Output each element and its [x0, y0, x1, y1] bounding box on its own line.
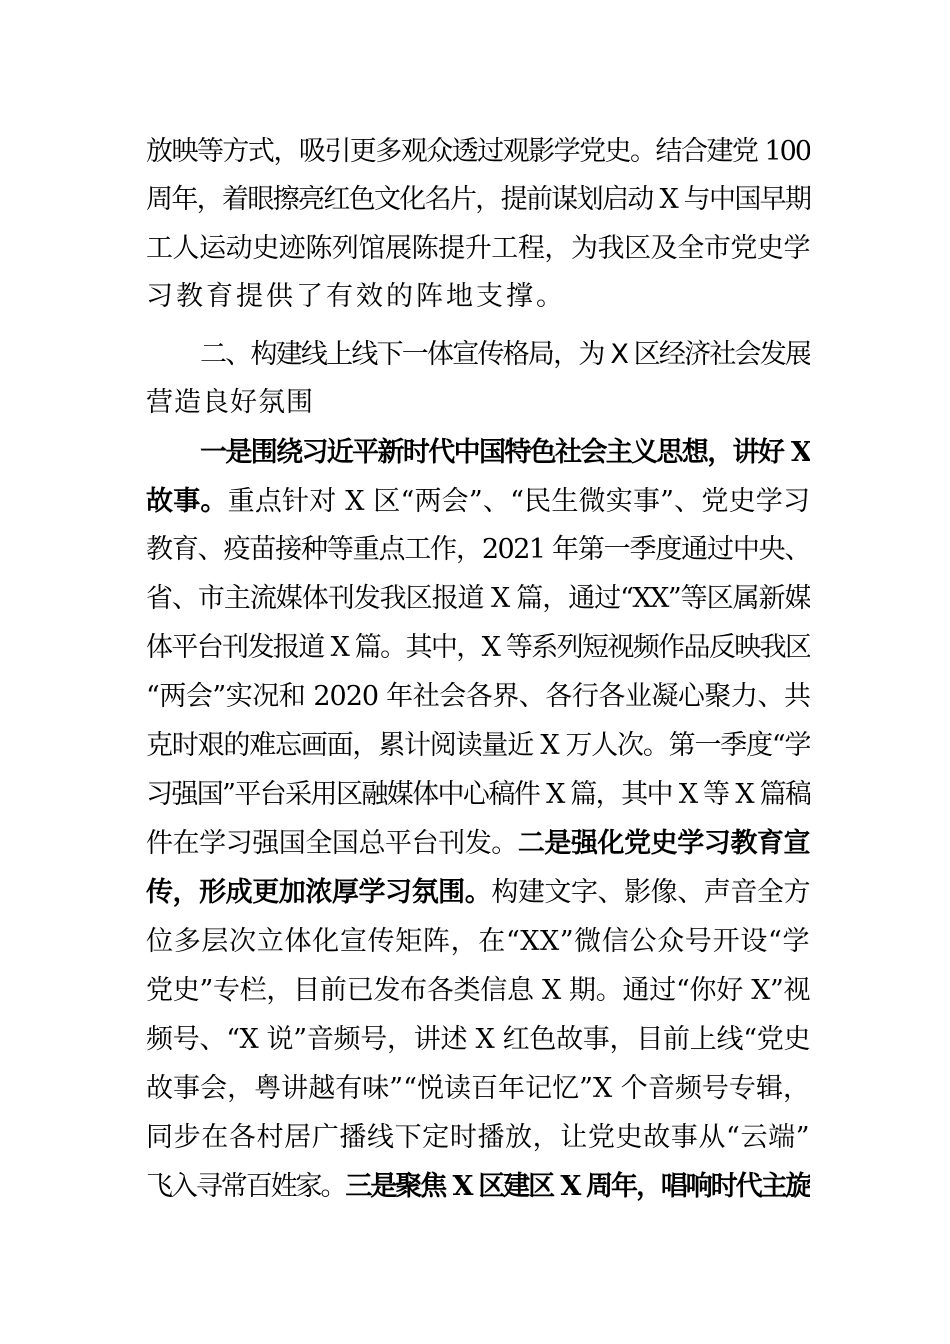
paragraph-line: 党史”专栏，目前已发布各类信息 X 期。通过“你好 X”视: [146, 975, 810, 1006]
body-text: 飞入寻常百姓家。: [146, 1171, 346, 1202]
paragraph-line: 教育、疫苗接种等重点工作，2021 年第一季度通过中央、: [146, 534, 810, 565]
bold-lead-sentence: 传，形成更加浓厚学习氛围。: [146, 877, 492, 908]
bold-lead-sentence: 三是聚焦 X 区建区 X 周年，唱响时代主旋: [345, 1171, 810, 1202]
paragraph-line: [146, 873, 810, 913]
body-text: 构建文字、影像、声音全方: [491, 877, 810, 908]
paragraph-line: 体平台刊发报道 X 篇。其中，X 等系列短视频作品反映我区: [146, 632, 810, 663]
paragraph-line: 位多层次立体化宣传矩阵，在“XX”微信公众号开设“学: [146, 926, 810, 957]
paragraph-line: 克时艰的难忘画面，累计阅读量近 X 万人次。第一季度“学: [146, 730, 810, 761]
paragraph-line: 放映等方式，吸引更多观众透过观影学党史。结合建党 100: [146, 136, 810, 167]
section-heading: 二、构建线上线下一体宣传格局，为 X 区经济社会发展: [200, 339, 810, 370]
body-text: 重点针对 X 区“两会”、“民生微实事”、党史学习: [227, 486, 810, 517]
paragraph-line: 习教育提供了有效的阵地支撑。: [146, 281, 566, 312]
paragraph-line: [146, 482, 810, 522]
body-text: 件在学习强国全国总平台刊发。: [146, 828, 518, 859]
paragraph-line: 工人运动史迹陈列馆展陈提升工程，为我区及全市党史学: [146, 233, 810, 264]
paragraph-line: [146, 1167, 810, 1207]
bold-lead-sentence: 故事。: [146, 486, 228, 517]
section-heading: 营造良好氛围: [146, 387, 314, 418]
bold-lead-sentence: 一是围绕习近平新时代中国特色社会主义思想，讲好 X: [200, 437, 810, 468]
paragraph-line: 同步在各村居广播线下定时播放，让党史故事从“云端”: [146, 1122, 810, 1153]
paragraph-line: 周年，着眼擦亮红色文化名片，提前谋划启动 X 与中国早期: [146, 184, 810, 215]
paragraph-line: [146, 824, 810, 864]
paragraph-line: 省、市主流媒体刊发我区报道 X 篇，通过“XX”等区属新媒: [146, 583, 810, 614]
paragraph-line: 习强国”平台采用区融媒体中心稿件 X 篇，其中 X 等 X 篇稿: [146, 779, 810, 810]
paragraph-line: 频号、“X 说”音频号，讲述 X 红色故事，目前上线“党史: [146, 1024, 810, 1055]
paragraph-line: “两会”实况和 2020 年社会各界、各行各业凝心聚力、共: [146, 681, 810, 712]
paragraph-line: 故事会，粤讲越有味”“悦读百年记忆”X 个音频号专辑，: [146, 1073, 810, 1104]
bold-lead-sentence: 二是强化党史学习教育宣: [517, 828, 810, 859]
